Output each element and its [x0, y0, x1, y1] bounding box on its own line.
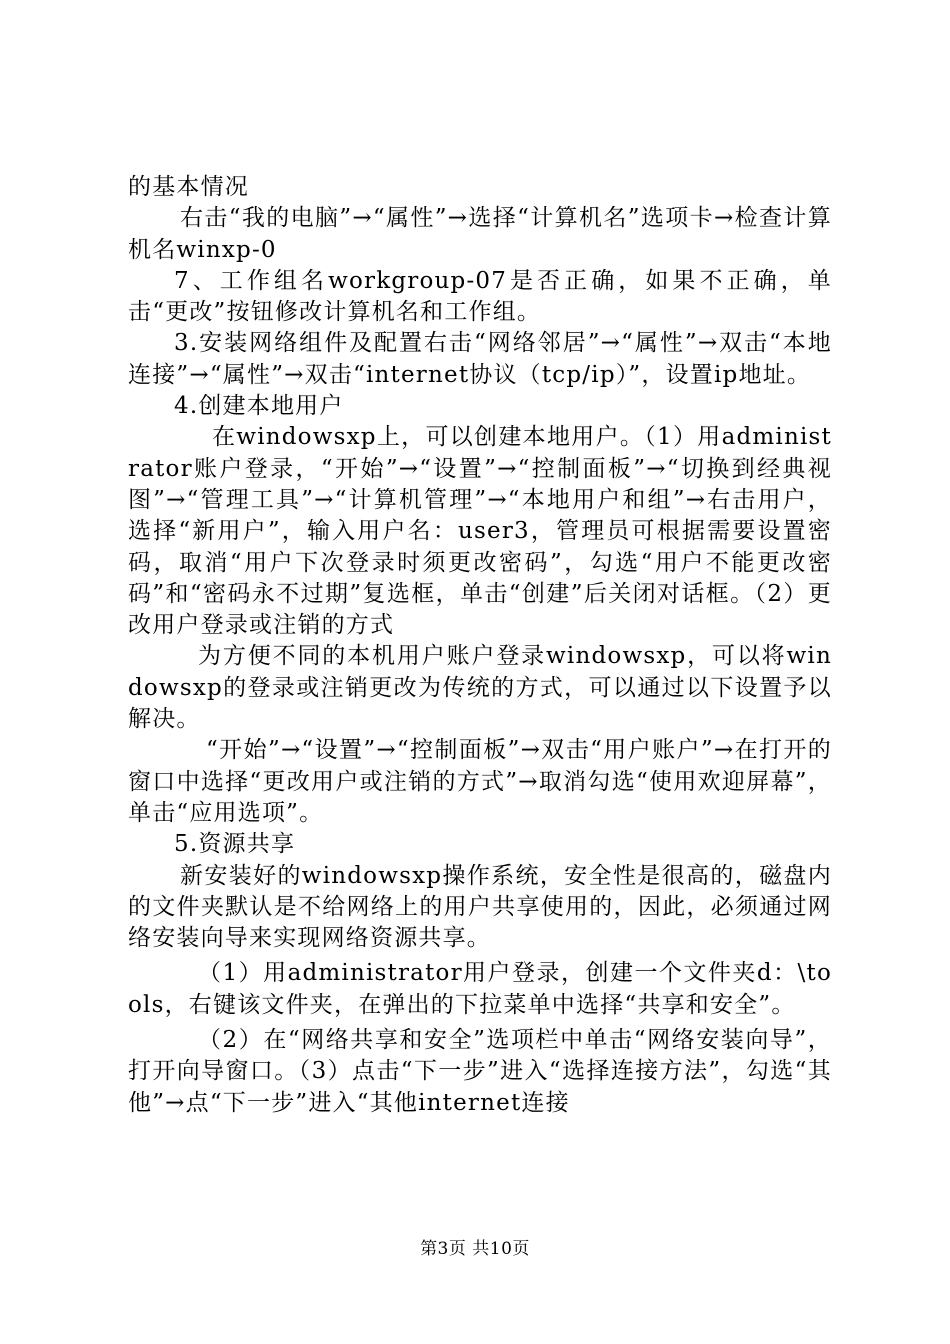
paragraph-network-components: 3.安装网络组件及配置右击“网络邻居”→“属性”→双击“本地连接”→“属性”→双击“internet协议（tcp/ip）”，设置ip地址。 [128, 330, 832, 388]
paragraph-sharing-intro: 新安装好的windowsxp操作系统，安全性是很高的，磁盘内的文件夹默认是不给网络上的用户共享使用的，因此，必须通过网络安装向导来实现网络资源共享。 [128, 862, 832, 952]
paragraph-create-local-user: 在windowsxp上，可以创建本地用户。（1）用administrator账户登录，“开始”→“设置”→“控制面板”→“切换到经典视图”→“管理工具”→“计算机管理”→“本地用户和组”→右击用户，选择“新用户”，输入用户名：user3，管理员可根据需要设置密码，取消“用户下次登录时须更改密码”，勾选“用户不能更改密码”和“密码永不过期”复选框，单击“创建”后关闭对话框。（2）更改用户登录或注销的方式 [128, 424, 832, 639]
paragraph-login-method: 为方便不同的本机用户账户登录windowsxp，可以将windowsxp的登录或注销更改为传统的方式，可以通过以下设置予以解决。 [128, 643, 832, 733]
paragraph-login-steps: “开始”→“设置”→“控制面板”→双击“用户账户”→在打开的窗口中选择“更改用户或注销的方式”→取消勾选“使用欢迎屏幕”，单击“应用选项”。 [128, 737, 832, 826]
paragraph-workgroup: 7、工作组名workgroup-07是否正确，如果不正确，单击“更改”按钮修改计算机名和工作组。 [128, 267, 832, 326]
page-number-footer: 第3页 共10页 [420, 1239, 530, 1259]
heading-create-local-user: 4.创建本地用户 [174, 393, 344, 420]
paragraph-sharing-step-2: （2）在“网络共享和安全”选项栏中单击“网络安装向导”，打开向导窗口。（3）点击“下一步”进入“选择连接方法”，勾选“其他”→点“下一步”进入“其他internet连接 [128, 1027, 832, 1116]
paragraph-basic-info: 的基本情况 [128, 174, 249, 200]
paragraph-sharing-step-1: （1）用administrator用户登录，创建一个文件夹d：\tools，右键该文件夹，在弹出的下拉菜单中选择“共享和安全”。 [128, 960, 832, 1018]
document-body [128, 172, 832, 1119]
paragraph-check-computer-name: 右击“我的电脑”→“属性”→选择“计算机名”选项卡→检查计算机名winxp-0 [128, 205, 832, 263]
heading-resource-sharing: 5.资源共享 [174, 831, 296, 858]
